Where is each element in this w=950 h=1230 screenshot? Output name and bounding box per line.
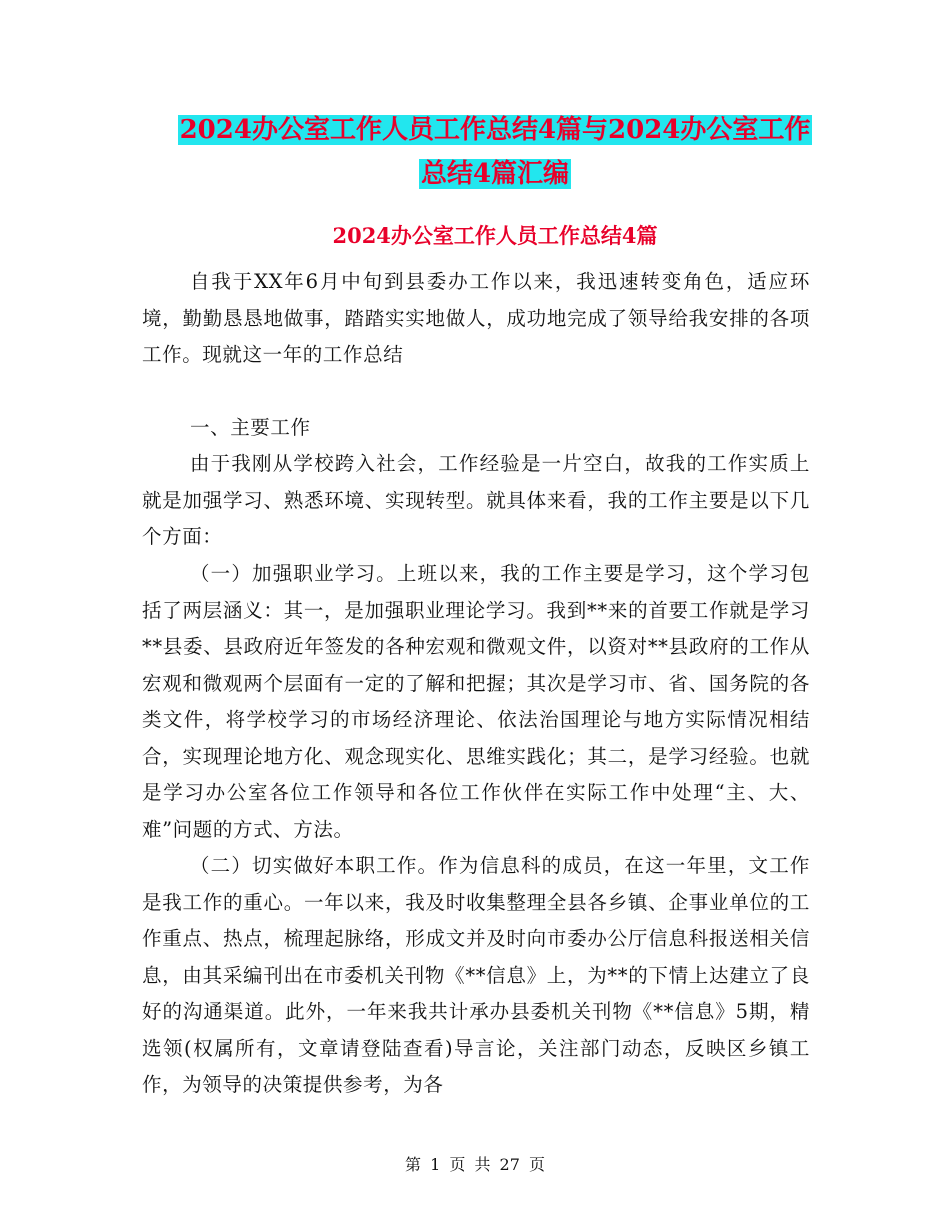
paragraph-intro: 自我于XX年6月中旬到县委办工作以来，我迅速转变角色，适应环境，勤勤恳恳地做事，踏踏实实地做人，成功地完成了领导给我安排的各项工作。现就这一年的工作总结 xyxy=(142,270,810,366)
paragraph-study: （一）加强职业学习。上班以来，我的工作主要是学习，这个学习包括了两层涵义：其一，是加强职业理论学习。我到**来的首要工作就是学习**县委、县政府近年签发的各种宏观和微观文件，以资对**县政府的工作从宏观和微观两个层面有一定的了解和把握；其次是学习市、省、国务院的各类文件，将学校学习的市场经济理论、依法治国理论与地方实际情况相结合，实现理论地方化、观念现实化、思维实践化；其二，是学习经验。也就是学习办公室各位工作领导和各位工作伙伴在实际工作中处理“主、大、难”问题的方式、方法。 xyxy=(142,562,810,841)
paragraph-duties: （二）切实做好本职工作。作为信息科的成员，在这一年里，文工作是我工作的重心。一年以来，我及时收集整理全县各乡镇、企事业单位的工作重点、热点，梳理起脉络，形成文并及时向市委办公厅信息科报送相关信息，由其采编刊出在市委机关刊物《**信息》上，为**的下情上达建立了良好的沟通渠道。此外，一年来我共计承办县委机关刊物《**信息》5期，精选领(权属所有，文章请登陆查看)导言论，关注部门动态，反映区乡镇工作，为领导的决策提供参考，为各 xyxy=(142,854,810,1096)
page-footer: 第 1 页 共 27 页 xyxy=(405,1155,545,1174)
paragraph-heading-main-work: 一、主要工作 xyxy=(190,416,311,439)
document-title-line-1 xyxy=(140,108,850,152)
paragraph-main-work: 由于我刚从学校跨入社会，工作经验是一片空白，故我的工作实质上就是加强学习、熟悉环境、实现转型。就具体来看，我的工作主要是以下几个方面： xyxy=(142,452,810,548)
title-highlight-1: 2024办公室工作人员工作总结4篇与2024办公室工作 xyxy=(179,115,811,145)
title-highlight-2: 总结4篇汇编 xyxy=(420,159,570,189)
document-title-line-2 xyxy=(140,152,850,196)
section-title: 2024办公室工作人员工作总结4篇 xyxy=(332,223,658,248)
